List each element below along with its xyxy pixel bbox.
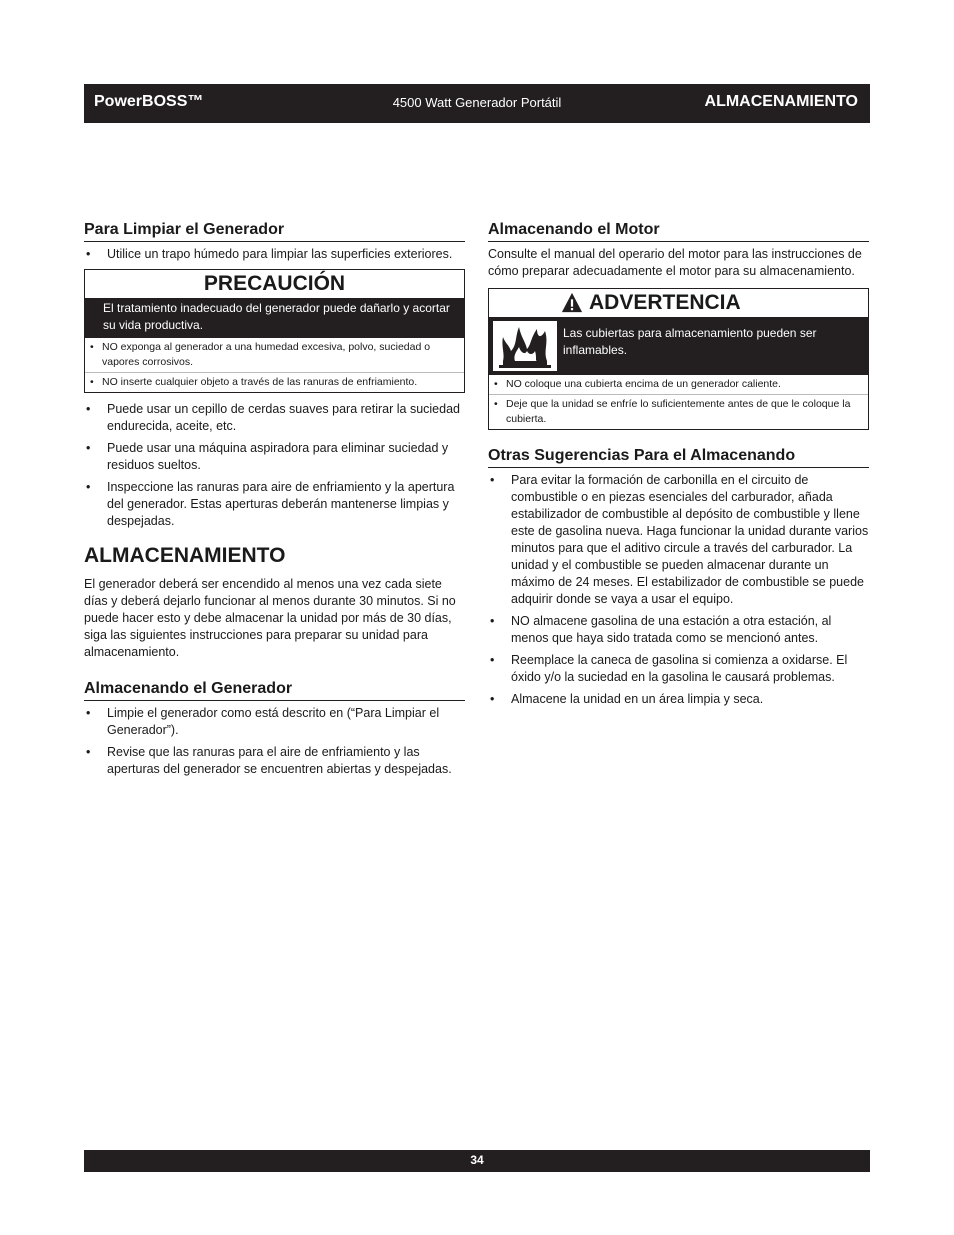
list-item: • Puede usar un cepillo de cerdas suaves para retirar la suciedad endurecida, aceite, etc. [86,402,460,433]
header-bar [84,84,870,123]
warning-heading: ADVERTENCIA [589,291,741,314]
document-title: 4500 Watt Generador Portátil [392,95,562,110]
clean-heading: Para Limpiar el Generador [84,220,465,242]
warning-triangle-icon [561,292,583,314]
motor-paragraph: Consulte el manual del operario del motor para las instrucciones de cómo preparar adecuadamente el motor para su almacenamiento. [488,247,862,278]
list-item: • Revise que las ranuras para el aire de enfriamiento y las aperturas del generador se encuentren abiertas y despejadas. [86,745,452,776]
caution-list [85,338,464,392]
brand-name: PowerBOSS™ [94,93,204,110]
list-item: • Para evitar la formación de carbonilla en el circuito de combustible o en piezas esenciales del carburador, añada estabilizador de combustible al depósito de combustible y llene este de gasolina nueva. Haga funcionar la unidad durante varios minutos para que el aditivo circule a través del carburador. La unidad y el combustible se pueden almacenar durante un máximo de 24 meses. El estabilizador de combustible se puede adquirir donde se vaya a usar el equipo. [490,473,869,606]
caution-item: • NO exponga al generador a una humedad excesiva, polvo, suciedad o vapores corrosivos. [90,341,431,368]
warning-message-row [489,317,868,375]
generator-storage-heading: Almacenando el Generador [84,679,465,701]
section-name: ALMACENAMIENTO [704,93,858,110]
list-item: • Reemplace la caneca de gasolina si comienza a oxidarse. El óxido y/o la suciedad en la gasolina le causará problemas. [490,653,848,684]
list-item: • Limpie el generador como está descrito en (“Para Limpiar el Generador”). [86,706,440,737]
caution-message: El tratamiento inadecuado del generador puede dañarlo y acortar su vida productiva. [85,298,464,338]
warning-message: Las cubiertas para almacenamiento pueden ser inflamables. [563,326,817,357]
list-item: • Puede usar una máquina aspiradora para eliminar suciedad y residuos sueltos. [86,441,449,472]
right-column [488,220,869,714]
warning-header [489,289,868,317]
tips-heading: Otras Sugerencias Para el Almacenando [488,446,869,468]
warning-item: • Deje que la unidad se enfríe lo suficientemente antes de que le coloque la cubierta. [489,394,868,429]
fire-hazard-icon [493,321,557,371]
storage-paragraph: El generador deberá ser encendido al menos una vez cada siete días y deberá dejarlo funcionar al menos durante 30 minutos. Si no puede hacer esto y debe almacenar la unidad por más de 30 días, siga las siguientes instrucciones para preparar su unidad para almacenamiento. [84,577,456,659]
list-item: • Utilice un trapo húmedo para limpiar las superficies exteriores. [86,247,453,261]
tips-list [488,472,869,708]
footer-bar [84,1150,870,1172]
caution-item: • NO inserte cualquier objeto a través de las ranuras de enfriamiento. [85,372,464,392]
motor-storage-heading: Almacenando el Motor [488,220,869,242]
storage-heading: ALMACENAMIENTO [84,544,286,567]
generator-storage-list [84,705,465,778]
warning-item: • NO coloque una cubierta encima de un generador caliente. [494,378,781,390]
warning-list [489,375,868,429]
clean-more-list [84,401,465,530]
left-column [84,220,465,784]
caution-box [84,269,465,393]
list-item: • Almacene la unidad en un área limpia y seca. [490,692,764,706]
clean-intro-list [84,246,465,263]
list-item: • NO almacene gasolina de una estación a otra estación, al menos que haya sido tratada como se mencionó antes. [490,614,832,645]
list-item: • Inspeccione las ranuras para aire de enfriamiento y la apertura del generador. Estas aperturas deberán mantenerse limpias y despejadas. [86,480,455,528]
warning-box [488,288,869,430]
page-number: 34 [470,1153,484,1167]
caution-heading: PRECAUCIÓN [203,272,346,295]
